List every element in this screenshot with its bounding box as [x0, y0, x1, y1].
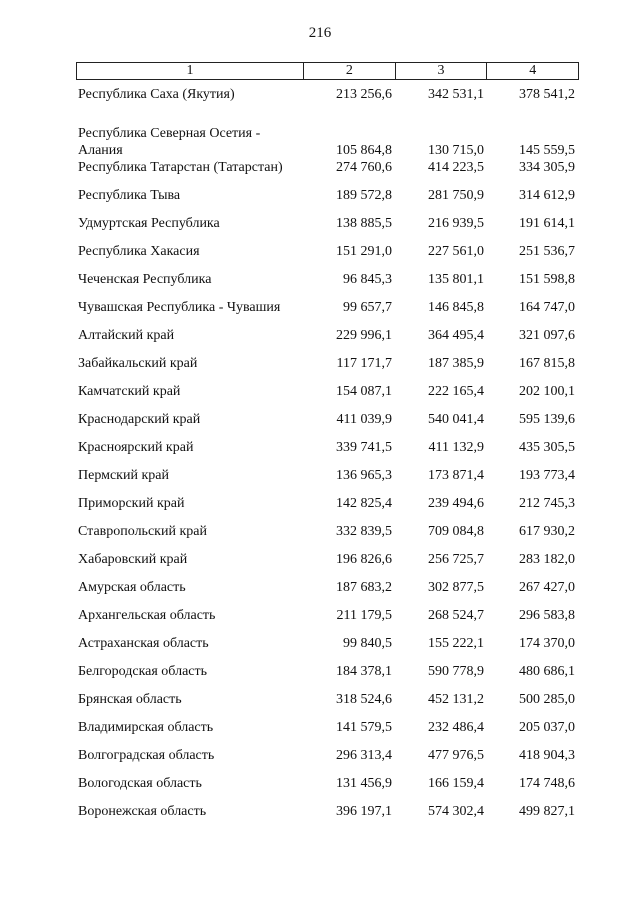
value-col-4-cell: 314 612,9: [519, 188, 575, 203]
value-col-4-cell: 193 773,4: [519, 468, 575, 483]
value-col-4-cell: 164 747,0: [519, 300, 575, 315]
table-row: [76, 551, 579, 579]
value-col-4-cell: 334 305,9: [519, 160, 575, 175]
region-name-cell: Алтайский край: [78, 328, 175, 343]
value-col-4-cell: 617 930,2: [519, 524, 575, 539]
value-col-4-cell: 418 904,3: [519, 748, 575, 763]
table-row: [76, 411, 579, 439]
value-col-2-cell: 196 826,6: [336, 552, 392, 567]
value-col-2-cell: 339 741,5: [336, 440, 392, 455]
region-name-cell: Волгоградская область: [78, 748, 215, 763]
table-header-row: [76, 62, 579, 80]
value-col-4-cell: 378 541,2: [519, 87, 575, 102]
value-col-3-cell: 411 132,9: [428, 440, 484, 455]
value-col-4-cell: 500 285,0: [519, 692, 575, 707]
region-name-cell: Пермский край: [78, 468, 169, 483]
table-body: [76, 86, 579, 831]
region-name-cell: Владимирская область: [78, 720, 214, 735]
table-row: [76, 579, 579, 607]
region-name-cell: Удмуртская Республика: [78, 216, 220, 231]
table-row: [76, 383, 579, 411]
region-name-cell: Забайкальский край: [78, 356, 198, 371]
header-col-2: 2: [304, 63, 396, 79]
value-col-4-cell: 267 427,0: [519, 580, 575, 595]
value-col-3-cell: 540 041,4: [428, 412, 484, 427]
table-row: [76, 86, 579, 114]
value-col-3-cell: 155 222,1: [428, 636, 484, 651]
value-col-4-cell: 145 559,5: [519, 143, 575, 158]
value-col-3-cell: 256 725,7: [428, 552, 484, 567]
region-name-cell: Республика Татарстан (Татарстан): [78, 160, 283, 175]
table-row: [76, 159, 579, 187]
value-col-3-cell: 187 385,9: [428, 356, 484, 371]
region-name-cell: Чеченская Республика: [78, 272, 212, 287]
table-row: [76, 243, 579, 271]
value-col-3-cell: 364 495,4: [428, 328, 484, 343]
table-row: [76, 747, 579, 775]
value-col-4-cell: 499 827,1: [519, 804, 575, 819]
value-col-3-cell: 281 750,9: [428, 188, 484, 203]
table-row: [76, 607, 579, 635]
value-col-2-cell: 411 039,9: [336, 412, 392, 427]
value-col-4-cell: 202 100,1: [519, 384, 575, 399]
value-col-3-cell: 414 223,5: [428, 160, 484, 175]
value-col-3-cell: 146 845,8: [428, 300, 484, 315]
header-col-1: 1: [77, 63, 304, 79]
value-col-3-cell: 302 877,5: [428, 580, 484, 595]
value-col-3-cell: 130 715,0: [428, 143, 484, 158]
region-name-cell: Архангельская область: [78, 608, 216, 623]
value-col-4-cell: 174 370,0: [519, 636, 575, 651]
region-name-cell: Ставропольский край: [78, 524, 207, 539]
region-name-cell: Республика Тыва: [78, 188, 181, 203]
value-col-2-cell: 96 845,3: [343, 272, 392, 287]
table-row: [76, 327, 579, 355]
region-name-cell: Приморский край: [78, 496, 185, 511]
value-col-2-cell: 274 760,6: [336, 160, 392, 175]
region-name-cell: Республика Хакасия: [78, 244, 200, 259]
value-col-2-cell: 184 378,1: [336, 664, 392, 679]
table-row: [76, 355, 579, 383]
value-col-2-cell: 396 197,1: [336, 804, 392, 819]
region-name-cell: Белгородская область: [78, 664, 208, 679]
header-col-3: 3: [396, 63, 488, 79]
value-col-2-cell: 213 256,6: [336, 87, 392, 102]
value-col-2-cell: 211 179,5: [336, 608, 392, 623]
region-name-cell: Красноярский край: [78, 440, 194, 455]
region-name-cell: Республика Северная Осетия - Алания: [78, 126, 261, 158]
region-name-cell: Республика Саха (Якутия): [78, 87, 235, 102]
table-row: [76, 215, 579, 243]
value-col-4-cell: 251 536,7: [519, 244, 575, 259]
region-name-cell: Амурская область: [78, 580, 186, 595]
value-col-2-cell: 131 456,9: [336, 776, 392, 791]
value-col-4-cell: 167 815,8: [519, 356, 575, 371]
value-col-2-cell: 99 657,7: [343, 300, 392, 315]
value-col-3-cell: 173 871,4: [428, 468, 484, 483]
value-col-3-cell: 216 939,5: [428, 216, 484, 231]
value-col-3-cell: 239 494,6: [428, 496, 484, 511]
table-row: [76, 719, 579, 747]
region-name-cell: Чувашская Республика - Чувашия: [78, 300, 281, 315]
region-name-cell: Камчатский край: [78, 384, 181, 399]
value-col-4-cell: 321 097,6: [519, 328, 575, 343]
value-col-2-cell: 229 996,1: [336, 328, 392, 343]
value-col-3-cell: 268 524,7: [428, 608, 484, 623]
value-col-2-cell: 187 683,2: [336, 580, 392, 595]
value-col-4-cell: 480 686,1: [519, 664, 575, 679]
region-name-cell: Астраханская область: [78, 636, 209, 651]
table-row: [76, 775, 579, 803]
value-col-2-cell: 318 524,6: [336, 692, 392, 707]
value-col-2-cell: 99 840,5: [343, 636, 392, 651]
value-col-3-cell: 232 486,4: [428, 720, 484, 735]
value-col-2-cell: 138 885,5: [336, 216, 392, 231]
value-col-4-cell: 151 598,8: [519, 272, 575, 287]
table-row: [76, 663, 579, 691]
table-row: [76, 187, 579, 215]
table-row: [76, 495, 579, 523]
table-row: [76, 271, 579, 299]
value-col-3-cell: 342 531,1: [428, 87, 484, 102]
value-col-2-cell: 332 839,5: [336, 524, 392, 539]
value-col-2-cell: 142 825,4: [336, 496, 392, 511]
value-col-4-cell: 205 037,0: [519, 720, 575, 735]
value-col-2-cell: 189 572,8: [336, 188, 392, 203]
value-col-3-cell: 452 131,2: [428, 692, 484, 707]
value-col-2-cell: 141 579,5: [336, 720, 392, 735]
region-name-cell: Хабаровский край: [78, 552, 188, 567]
value-col-2-cell: 117 171,7: [336, 356, 392, 371]
value-col-3-cell: 166 159,4: [428, 776, 484, 791]
region-name-cell: Краснодарский край: [78, 412, 201, 427]
region-name-cell: Брянская область: [78, 692, 182, 707]
region-name-cell: Воронежская область: [78, 804, 207, 819]
table-row: [76, 691, 579, 719]
value-col-2-cell: 151 291,0: [336, 244, 392, 259]
value-col-2-cell: 136 965,3: [336, 468, 392, 483]
value-col-3-cell: 222 165,4: [428, 384, 484, 399]
value-col-4-cell: 191 614,1: [519, 216, 575, 231]
value-col-4-cell: 595 139,6: [519, 412, 575, 427]
header-col-4: 4: [529, 63, 537, 78]
value-col-4-cell: 212 745,3: [519, 496, 575, 511]
table-row: [76, 467, 579, 495]
value-col-3-cell: 709 084,8: [428, 524, 484, 539]
value-col-3-cell: 227 561,0: [428, 244, 484, 259]
value-col-3-cell: 477 976,5: [428, 748, 484, 763]
value-col-4-cell: 296 583,8: [519, 608, 575, 623]
table-row: [76, 635, 579, 663]
table-row: [76, 803, 579, 831]
value-col-2-cell: 105 864,8: [336, 143, 392, 158]
value-col-2-cell: 296 313,4: [336, 748, 392, 763]
value-col-3-cell: 574 302,4: [428, 804, 484, 819]
value-col-2-cell: 154 087,1: [336, 384, 392, 399]
table-row: [76, 114, 579, 159]
region-name-cell: Вологодская область: [78, 776, 202, 791]
table-row: [76, 439, 579, 467]
value-col-3-cell: 135 801,1: [428, 272, 484, 287]
value-col-4-cell: 174 748,6: [519, 776, 575, 791]
table-row: [76, 523, 579, 551]
page-number: 216: [308, 25, 332, 41]
data-table: [76, 62, 579, 831]
value-col-4-cell: 283 182,0: [519, 552, 575, 567]
table-row: [76, 299, 579, 327]
value-col-4-cell: 435 305,5: [519, 440, 575, 455]
value-col-3-cell: 590 778,9: [428, 664, 484, 679]
